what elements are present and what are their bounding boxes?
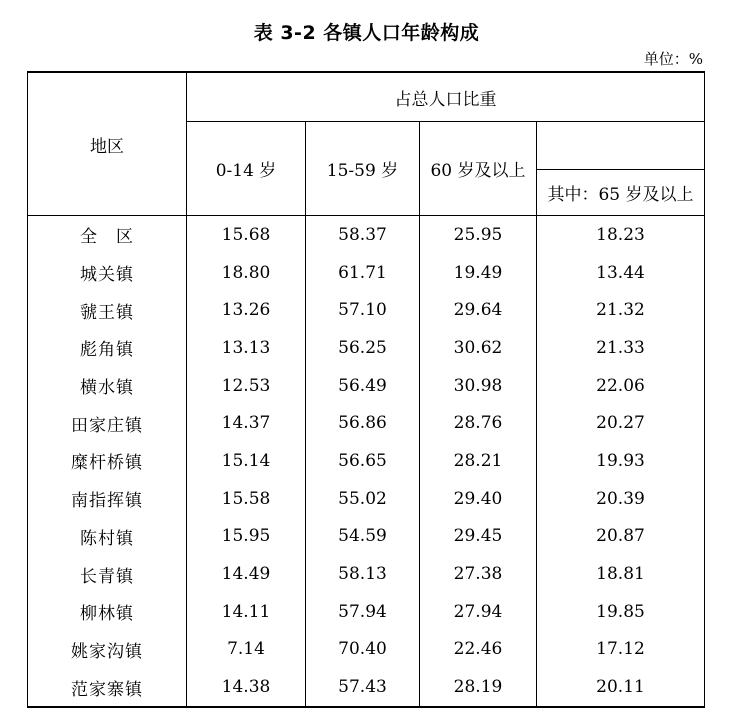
- value-65-plus: 20.11: [537, 668, 705, 707]
- region-cell: 姚家沟镇: [28, 631, 187, 669]
- table-title: 表 3-2 各镇人口年龄构成: [253, 22, 480, 44]
- table-row: [28, 254, 705, 292]
- value-0-14: 14.38: [187, 668, 306, 707]
- value-0-14: 14.37: [187, 404, 306, 442]
- unit-label: 单位：%: [643, 50, 703, 68]
- value-65-plus: 22.06: [537, 367, 705, 405]
- table-body: [28, 216, 705, 707]
- value-65-plus: 20.27: [537, 404, 705, 442]
- value-60-plus: 27.94: [420, 593, 537, 631]
- value-65-plus: 19.85: [537, 593, 705, 631]
- region-cell: 南指挥镇: [28, 480, 187, 518]
- table-row: [28, 291, 705, 329]
- header-region: 地区: [28, 72, 187, 216]
- value-65-plus: 17.12: [537, 631, 705, 669]
- region-cell: 糜杆桥镇: [28, 442, 187, 480]
- region-cell: 彪角镇: [28, 329, 187, 367]
- value-15-59: 56.86: [306, 404, 420, 442]
- value-0-14: 7.14: [187, 631, 306, 669]
- age-structure-table: [27, 71, 705, 708]
- header-65-plus: 其中：65 岁及以上: [537, 170, 705, 216]
- header-group: 占总人口比重: [187, 72, 705, 122]
- value-60-plus: 19.49: [420, 254, 537, 292]
- value-65-plus: 13.44: [537, 254, 705, 292]
- value-60-plus: 28.76: [420, 404, 537, 442]
- table-row: [28, 631, 705, 669]
- value-60-plus: 30.62: [420, 329, 537, 367]
- region-cell: 城关镇: [28, 254, 187, 292]
- value-60-plus: 28.21: [420, 442, 537, 480]
- value-60-plus: 29.45: [420, 518, 537, 556]
- header-0-14: 0-14 岁: [187, 122, 306, 216]
- region-cell: 陈村镇: [28, 518, 187, 556]
- value-0-14: 15.58: [187, 480, 306, 518]
- value-15-59: 54.59: [306, 518, 420, 556]
- value-15-59: 57.10: [306, 291, 420, 329]
- value-0-14: 14.11: [187, 593, 306, 631]
- value-15-59: 57.43: [306, 668, 420, 707]
- value-60-plus: 22.46: [420, 631, 537, 669]
- header-15-59: 15-59 岁: [306, 122, 420, 216]
- value-15-59: 58.37: [306, 216, 420, 254]
- region-cell: 全 区: [28, 216, 187, 254]
- region-cell: 横水镇: [28, 367, 187, 405]
- value-0-14: 18.80: [187, 254, 306, 292]
- value-60-plus: 28.19: [420, 668, 537, 707]
- table-row: [28, 518, 705, 556]
- value-65-plus: 19.93: [537, 442, 705, 480]
- value-65-plus: 18.23: [537, 216, 705, 254]
- value-65-plus: 20.87: [537, 518, 705, 556]
- header-blank: [537, 122, 705, 170]
- header-60-plus: 60 岁及以上: [420, 122, 537, 216]
- value-60-plus: 29.40: [420, 480, 537, 518]
- table-row: [28, 442, 705, 480]
- region-cell: 田家庄镇: [28, 404, 187, 442]
- value-60-plus: 30.98: [420, 367, 537, 405]
- value-0-14: 15.95: [187, 518, 306, 556]
- table-row: [28, 668, 705, 707]
- value-60-plus: 25.95: [420, 216, 537, 254]
- value-65-plus: 18.81: [537, 555, 705, 593]
- value-15-59: 56.25: [306, 329, 420, 367]
- value-0-14: 13.26: [187, 291, 306, 329]
- table-row: [28, 329, 705, 367]
- value-60-plus: 29.64: [420, 291, 537, 329]
- region-cell: 长青镇: [28, 555, 187, 593]
- value-0-14: 15.68: [187, 216, 306, 254]
- value-0-14: 12.53: [187, 367, 306, 405]
- value-65-plus: 21.33: [537, 329, 705, 367]
- table-row: [28, 593, 705, 631]
- value-15-59: 61.71: [306, 254, 420, 292]
- value-15-59: 56.65: [306, 442, 420, 480]
- region-cell: 柳林镇: [28, 593, 187, 631]
- value-60-plus: 27.38: [420, 555, 537, 593]
- value-0-14: 13.13: [187, 329, 306, 367]
- table-row: [28, 404, 705, 442]
- table-header: [28, 72, 705, 216]
- value-15-59: 56.49: [306, 367, 420, 405]
- value-15-59: 70.40: [306, 631, 420, 669]
- region-cell: 范家寨镇: [28, 668, 187, 707]
- table-row: [28, 367, 705, 405]
- value-15-59: 55.02: [306, 480, 420, 518]
- value-0-14: 15.14: [187, 442, 306, 480]
- region-cell: 虢王镇: [28, 291, 187, 329]
- table-row: [28, 216, 705, 254]
- value-0-14: 14.49: [187, 555, 306, 593]
- value-15-59: 57.94: [306, 593, 420, 631]
- table-row: [28, 480, 705, 518]
- table-row: [28, 555, 705, 593]
- value-15-59: 58.13: [306, 555, 420, 593]
- value-65-plus: 21.32: [537, 291, 705, 329]
- value-65-plus: 20.39: [537, 480, 705, 518]
